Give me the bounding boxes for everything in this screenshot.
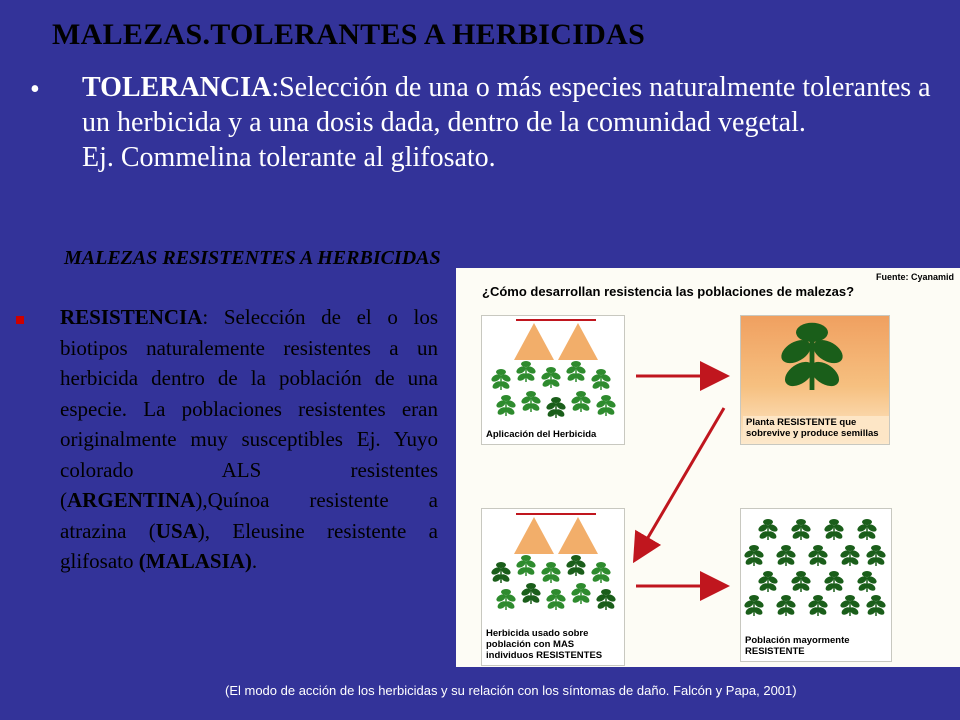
resistencia-text-4: . <box>251 549 258 573</box>
spray-cone <box>514 517 554 554</box>
plant-icon <box>757 519 779 540</box>
resistencia-term: RESISTENCIA <box>60 305 203 329</box>
plant-icon <box>839 545 861 566</box>
plant-icon <box>595 589 617 610</box>
panel-label-herbicide-used: Herbicida usado sobre población con MAS individuos RESISTENTES <box>486 628 603 661</box>
plant-icon <box>790 571 812 592</box>
country-usa: USA <box>155 518 198 543</box>
plant-icon <box>823 519 845 540</box>
plant-icon <box>565 555 587 576</box>
plant-icon <box>790 519 812 540</box>
plant-icon <box>570 391 592 412</box>
plant-icon <box>515 555 537 576</box>
plant-icon <box>590 562 612 583</box>
tolerancia-paragraph <box>82 70 942 175</box>
plant-icon <box>545 589 567 610</box>
resistance-diagram <box>456 268 960 667</box>
plant-icon <box>757 571 779 592</box>
plant-icon <box>856 571 878 592</box>
panel-label-application: Aplicación del Herbicida <box>486 429 597 440</box>
tolerancia-term: TOLERANCIA <box>82 72 272 103</box>
resistance-subtitle: MALEZAS RESISTENTES A HERBICIDAS <box>64 247 441 269</box>
plant-icon <box>515 361 537 382</box>
slide-title: MALEZAS.TOLERANTES A HERBICIDAS <box>52 18 646 51</box>
tolerancia-example: Ej. Commelina tolerante al glifosato. <box>82 142 496 173</box>
tolerancia-definition: :Selección de una o más especies naturalmente tolerantes a un herbicida y a una dosis dada, dentro de la comunidad vegetal. <box>82 72 931 138</box>
country-malasia: (MALASIA) <box>138 549 252 573</box>
resistencia-text-1: : Selección de el o los biotipos naturalemente resistentes a un herbicida dentro de la población de una especie. La poblaciones resistentes eran originalmente muy susceptibles Ej. Yuyo colorado ALS resistentes ( <box>60 305 438 512</box>
figure-source: Fuente: Cyanamid <box>875 272 954 282</box>
figure-question: ¿Cómo desarrollan resistencia las poblaciones de malezas? <box>482 284 855 299</box>
resistencia-paragraph <box>60 302 438 577</box>
plant-icon <box>743 545 765 566</box>
plant-icon <box>775 545 797 566</box>
panel-label-resistant-plant: Planta RESISTENTE que sobrevive y produce semillas <box>743 416 889 440</box>
citation: (El modo de acción de los herbicidas y su relación con los síntomas de daño. Falcón y Papa, 2001) <box>225 683 797 698</box>
plant-icon <box>823 571 845 592</box>
plant-icon <box>807 595 829 616</box>
spray-cone <box>558 323 598 360</box>
plant-icon <box>865 545 887 566</box>
plant-icon <box>520 391 542 412</box>
plant-icon <box>743 595 765 616</box>
arrow-diagonal <box>636 408 724 558</box>
plant-icon <box>777 323 846 391</box>
resistencia-text-2: ),Quínoa resistente a atrazina ( <box>60 488 438 543</box>
plant-icon <box>807 545 829 566</box>
plant-icon <box>590 369 612 390</box>
plant-icon <box>570 583 592 604</box>
panel-label-population: Población mayormente RESISTENTE <box>745 635 850 657</box>
plant-icon <box>839 595 861 616</box>
figure-illustration <box>456 268 960 667</box>
plant-icon <box>495 395 517 416</box>
plant-icon <box>595 395 617 416</box>
plant-icon <box>540 367 562 388</box>
plant-icon <box>565 361 587 382</box>
resistencia-text-3: ), Eleusine resistente a glifosato <box>60 518 438 573</box>
plant-icon <box>490 369 512 390</box>
plant-icon <box>545 397 567 418</box>
plant-icon <box>865 595 887 616</box>
plant-icon <box>856 519 878 540</box>
bullet: • <box>30 74 40 105</box>
plant-icon <box>540 562 562 583</box>
plant-icon <box>490 562 512 583</box>
plant-icon <box>520 583 542 604</box>
plant-icon <box>495 589 517 610</box>
spray-cone <box>514 323 554 360</box>
bullet-square-icon <box>16 316 24 324</box>
spray-cone <box>558 517 598 554</box>
country-argentina: ARGENTINA <box>67 488 196 512</box>
plant-icon <box>775 595 797 616</box>
